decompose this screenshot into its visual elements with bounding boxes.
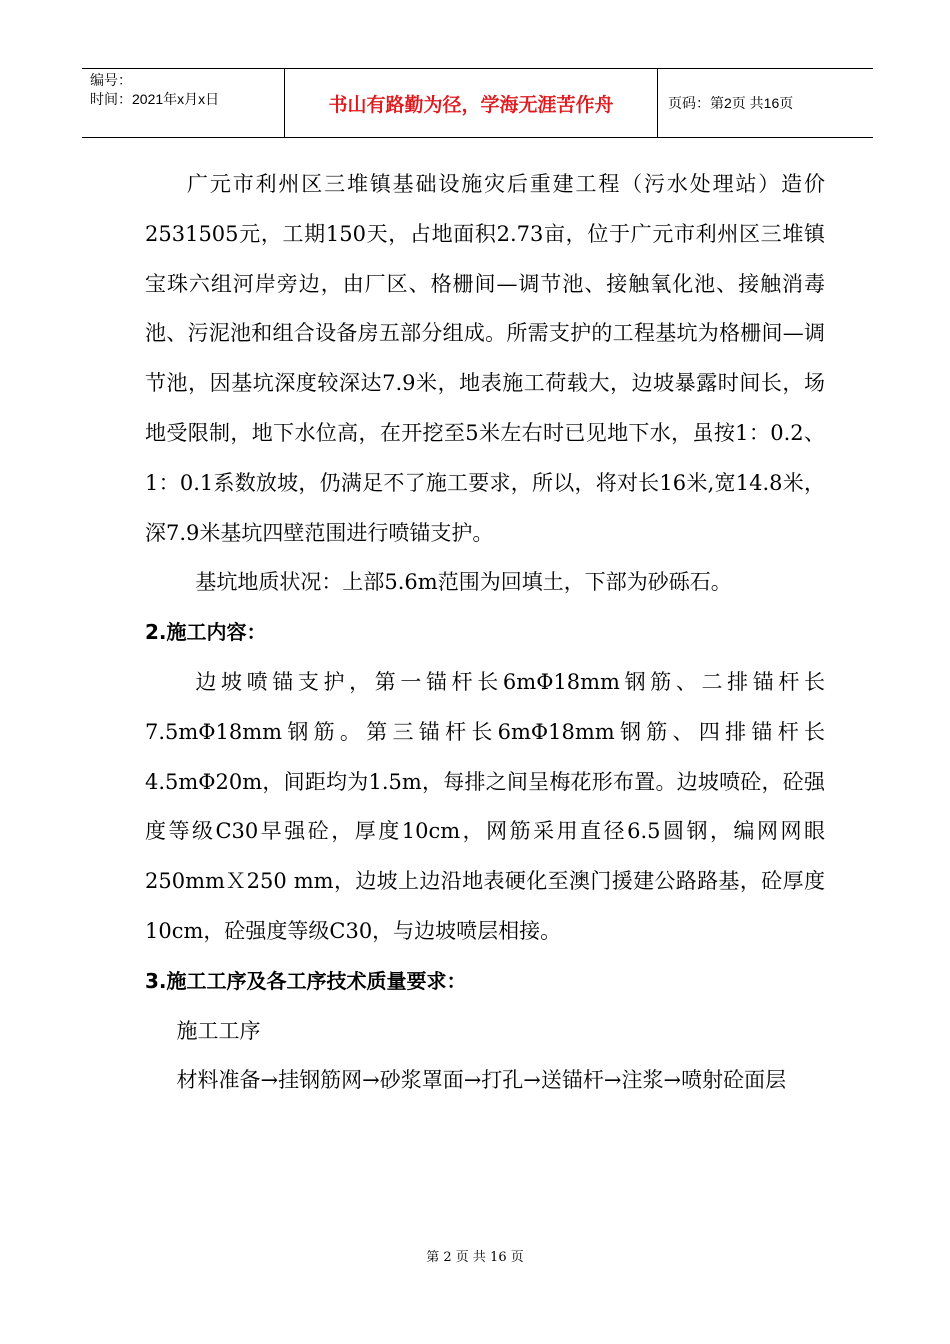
header-table [82,68,873,138]
paragraph-procedure-steps: 材料准备→挂钢筋网→砂浆罩面→打孔→送锚杆→注浆→喷射砼面层 [176,1068,787,1093]
page-footer: 第 2 页 共 16 页 [426,1250,524,1265]
header-motto: 书山有路勤为径，学海无涯苦作舟 [284,69,658,137]
section-heading-construction-content: 2.施工内容： [145,620,267,645]
header-page-label: 页码：第2页 共16页 [668,95,794,111]
paragraph-geology: 基坑地质状况：上部5.6m范围为回填土，下部为砂砾石。 [195,570,732,595]
document-number-label: 编号： [90,72,132,88]
paragraph-construction-content: 边坡喷锚支护，第一锚杆长6mΦ18mm钢筋、二排锚杆长7.5mΦ18mm钢筋。第三锚杆长6mΦ18mm钢筋、四排锚杆长4.5mΦ20m，间距均为1.5m，每排之间呈梅花形布置。边坡喷砼，砼强度等级C30早强砼，厚度10cm，网筋采用直径6.5圆钢，编网网眼250mmＸ250 mm，边坡上边沿地表硬化至澳门援建公路路基，砼厚度10cm，砼强度等级C30，与边坡喷层相接。 [145,669,825,943]
header-left-cell [82,69,284,137]
paragraph-project-overview: 广元市利州区三堆镇基础设施灾后重建工程（污水处理站）造价2531505元，工期150天，占地面积2.73亩，位于广元市利州区三堆镇宝珠六组河岸旁边，由厂区、格栅间—调节池、接触氧化池、接触消毒池、污泥池和组合设备房五部分组成。所需支护的工程基坑为格栅间—调节池，因基坑深度较深达7.9米，地表施工荷载大，边坡暴露时间长，场地受限制，地下水位高，在开挖至5米左右时已见地下水，虽按1：0.2、1：0.1系数放坡，仍满足不了施工要求，所以，将对长16米,宽14.8米，深7.9米基坑四壁范围进行喷锚支护。 [145,172,825,545]
paragraph-procedure-title: 施工工序 [176,1018,261,1043]
document-body [145,160,825,1106]
document-time-label: 时间：2021年x月x日 [90,91,220,107]
section-heading-procedures: 3.施工工序及各工序技术质量要求： [145,968,467,993]
